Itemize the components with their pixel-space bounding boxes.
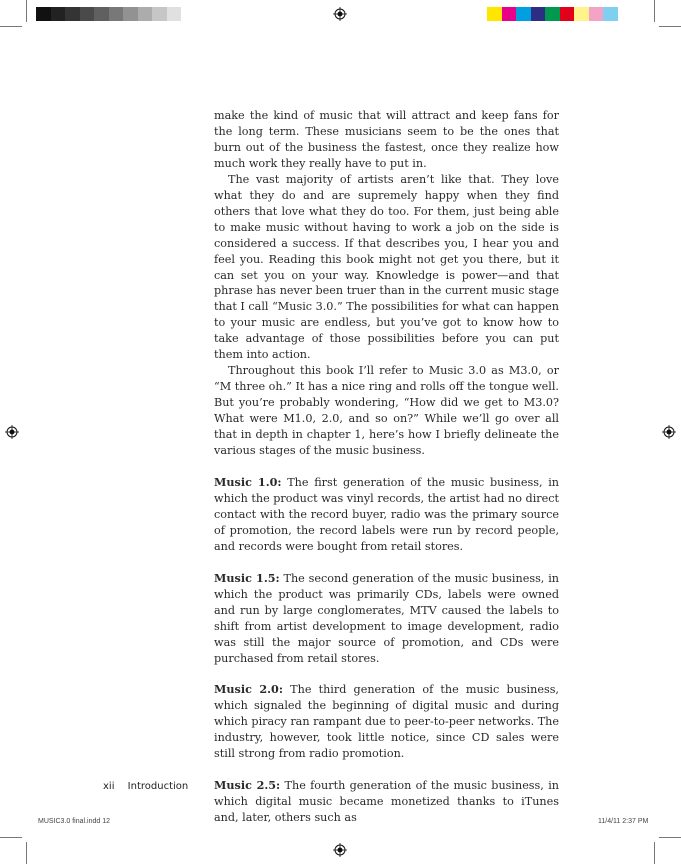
running-section-title: Introduction [127,781,189,792]
color-swatch [487,7,502,21]
paragraph: The vast majority of artists aren’t like that. They love what they do and are supremely happy when they find others that love what they do too. For them, just being able to make music without having to work a job on the side is considered a success. If that describes you, I hear you and feel you. Reading this book might not get you there, but it can set you on your way. Knowledge is power—and that phrase has never been truer than in the current music stage that I call “Music 3.0.” The possibilities for what can happen to your music are endless, but you’ve got to know how to take advantage of those possibilities before you can put them into action. [214,172,559,362]
trim-mark [0,26,22,27]
definition-term: Music 1.0: [214,474,282,489]
gray-swatch [94,7,109,21]
definition-text: The second generation of the music business, in which the product was primarily CDs, labels were owned and run by large conglomerates, MTV caused the labels to shift from artist development to image development, radio was still the major source of promotion, and CDs were purchased from retail stores. [214,571,559,665]
definition-text: The fourth generation of the music business, in which digital music became monetized thanks to iTunes and, later, others such as [214,779,559,825]
definition-music-2-5 [214,778,559,826]
gray-swatch [109,7,124,21]
trim-mark [659,26,681,27]
definition-text: The first generation of the music business, in which the product was vinyl records, the artist had no direct contact with the record buyer, radio was the primary source of promotion, the record labels were run by record people, and records were bought from retail stores. [214,475,559,553]
page-footer [103,781,188,792]
definition-music-2-0 [214,682,559,762]
definition-term: Music 2.0: [214,682,283,697]
registration-mark-icon [662,425,676,439]
slug-timestamp: 11/4/11 2:37 PM [598,818,649,825]
color-swatch [502,7,517,21]
paragraph: make the kind of music that will attract and keep fans for the long term. These musicians seem to be the ones that burn out of the business the fastest, once they realize how much work they really have to put in. [214,109,559,170]
gray-swatch [65,7,80,21]
color-swatch [560,7,575,21]
gray-swatch [167,7,182,21]
color-swatch [603,7,618,21]
gray-swatch [152,7,167,21]
definition-music-1-0 [214,475,559,555]
definition-term: Music 2.5: [214,778,281,793]
color-swatch [516,7,531,21]
trim-mark [0,837,22,838]
page-number: xii [103,781,115,792]
color-swatch [589,7,604,21]
trim-mark [654,0,655,22]
gray-swatch [36,7,51,21]
trim-mark [26,0,27,22]
trim-mark [26,842,27,864]
registration-mark-icon [333,7,347,21]
trim-mark [654,842,655,864]
gray-swatch [51,7,66,21]
body-text [214,108,559,826]
paragraph: Throughout this book I’ll refer to Music 3.0 as M3.0, or “M three oh.” It has a nice ring and rolls off the tongue well. But you’re probably wondering, “How did we get to M3.0? What were M1.0, 2.0, and so on?” While we’ll go over all that in depth in chapter 1, here’s how I briefly delineate the various stages of the music business. [214,364,559,458]
gray-swatch [80,7,95,21]
slug-filename: MUSIC3.0 final.indd 12 [38,818,110,825]
gray-swatch [123,7,138,21]
definition-term: Music 1.5: [214,570,280,585]
color-swatch [574,7,589,21]
process-color-bar [487,7,618,21]
gray-swatch [138,7,153,21]
color-swatch [545,7,560,21]
trim-mark [659,837,681,838]
color-swatch [531,7,546,21]
registration-mark-icon [333,843,347,857]
registration-mark-icon [5,425,19,439]
grayscale-color-bar [36,7,181,21]
definition-music-1-5 [214,571,559,667]
definition-text: The third generation of the music business, which signaled the beginning of digital music and during which piracy ran rampant due to peer-to-peer networks. The industry, however, took little notice, since CD sales were still strong from radio promotion. [214,683,559,761]
